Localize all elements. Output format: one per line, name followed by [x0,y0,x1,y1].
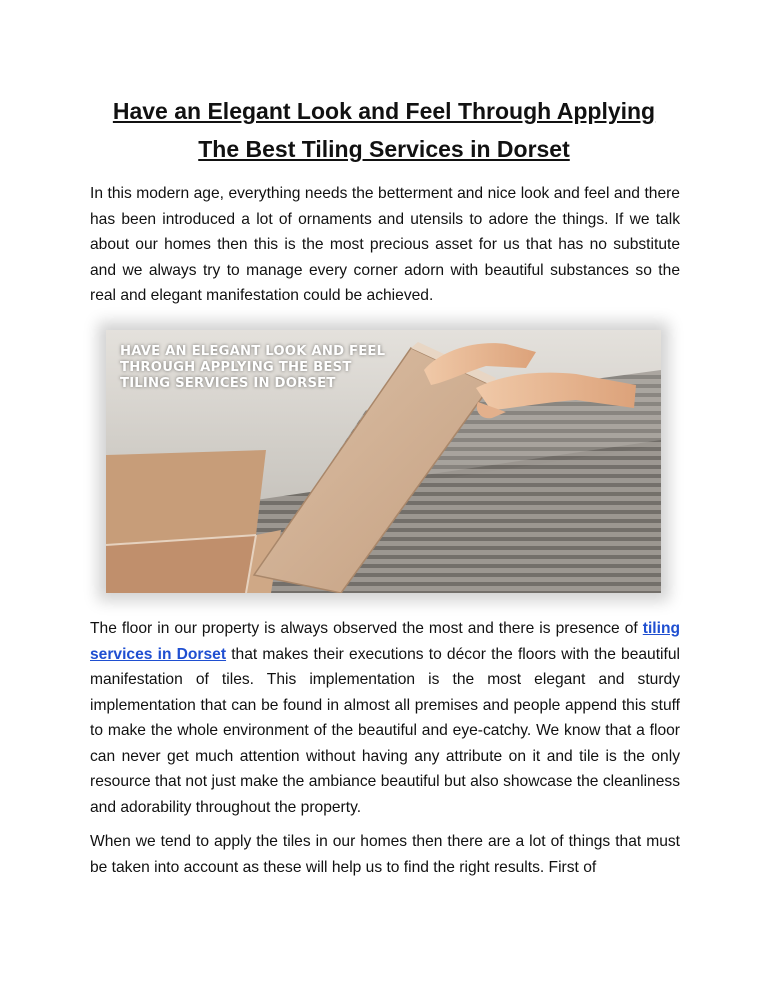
document-title [60,92,708,168]
tiling-photo [106,330,661,593]
overlay-line-3: TILING SERVICES IN DORSET [120,376,336,391]
paragraph-floor-text-start: The floor in our property is always observed the most and there is presence of [90,620,643,637]
overlay-line-1: HAVE AN ELEGANT LOOK AND FEEL [120,344,386,359]
paragraph-floor-text-end: that makes their executions to décor the floors with the beautiful manifestation of tiles. This implementation is the most elegant and sturdy implementation that can be found in almost all premises and people append this stuff to make the whole environment of the beautiful and eye-catchy. We know that a floor can never get much attention without having any attribute on it and tile is the only resource that not just make the ambiance beautiful but also showcase the cleanliness and adorability throughout the property. [90,645,680,816]
overlay-line-2: THROUGH APPLYING THE BEST [120,360,352,375]
title-line-1: Have an Elegant Look and Feel Through Applying [112,98,656,124]
image-overlay-text [120,344,410,392]
tiling-services-link[interactable]: tiling services in Dorset [90,620,680,663]
paragraph-intro: In this modern age, everything needs the betterment and nice look and feel and there has been introduced a lot of ornaments and utensils to adore the things. If we talk about our homes then this is the most precious asset for us that has no substitute and we always try to manage every corner adorn with beautiful substances so the real and elegant manifestation could be achieved. [90,185,680,304]
paragraph-apply: When we tend to apply the tiles in our homes then there are a lot of things that must be taken into account as these will help us to find the right results. First of [90,833,680,876]
paragraph-floor [90,616,680,820]
title-line-2: The Best Tiling Services in Dorset [198,136,570,162]
